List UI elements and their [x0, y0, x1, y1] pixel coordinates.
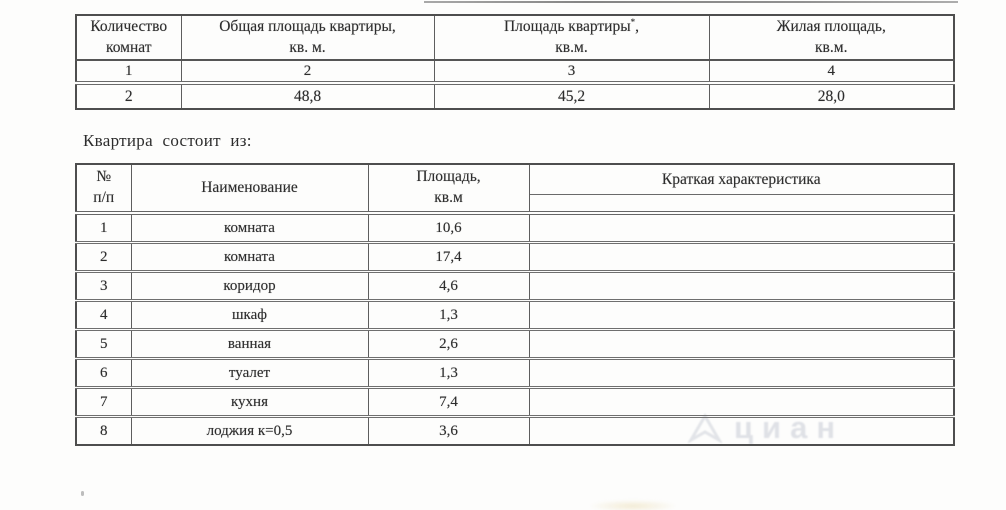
room-area-cell: 10,6	[368, 213, 529, 243]
table-row	[76, 213, 954, 243]
header-room-count-line2: комнат	[105, 38, 152, 56]
room-name-cell: комната	[131, 213, 368, 243]
row-number-cell: 7	[76, 388, 131, 417]
room-characteristic-cell	[529, 272, 954, 301]
header-row-number-line2: п/п	[93, 189, 115, 206]
room-characteristic-cell	[529, 359, 954, 388]
room-area-cell: 4,6	[368, 272, 529, 301]
room-characteristic-cell	[529, 417, 954, 446]
room-characteristic-cell	[529, 388, 954, 417]
scan-cutoff-line-artifact	[424, 1, 958, 3]
header-room-count	[76, 15, 181, 60]
row-number-cell: 3	[76, 272, 131, 301]
header-total-area-line1: Общая площадь квартиры,	[219, 17, 396, 35]
apartment-summary-table	[75, 14, 955, 110]
apartment-area-value: 45,2	[434, 83, 709, 109]
living-area-value: 28,0	[709, 83, 954, 109]
table-row	[76, 243, 954, 272]
header-apartment-area	[434, 15, 709, 60]
header-apartment-area-text: Площадь квартиры	[503, 18, 631, 36]
header-characteristic-label: Краткая характеристика	[530, 165, 954, 195]
room-characteristic-cell	[529, 243, 954, 272]
header-room-count-line1: Количество	[90, 17, 168, 35]
table-row	[76, 330, 954, 359]
total-area-value: 48,8	[181, 83, 434, 109]
table-row	[76, 417, 954, 446]
scan-smudge-artifact	[588, 500, 678, 510]
column-number-cell: 1	[76, 60, 181, 83]
row-number-cell: 8	[76, 417, 131, 446]
rooms-breakdown-table	[75, 163, 955, 446]
room-area-cell: 3,6	[368, 417, 529, 446]
scan-speck-artifact	[81, 491, 84, 496]
summary-values-row	[76, 83, 954, 109]
room-area-cell: 17,4	[368, 243, 529, 272]
rooms-header-row	[76, 164, 954, 213]
room-name-cell: лоджия к=0,5	[131, 417, 368, 446]
row-number-cell: 4	[76, 301, 131, 330]
footnote-mark: *	[630, 17, 636, 27]
header-living-area	[709, 15, 954, 60]
row-number-cell: 5	[76, 330, 131, 359]
column-number-cell: 2	[181, 60, 434, 83]
room-name-cell: комната	[131, 243, 368, 272]
room-name-cell: туалет	[131, 359, 368, 388]
room-name-cell: шкаф	[131, 301, 368, 330]
room-area-cell: 1,3	[368, 301, 529, 330]
header-living-area-line1: Жилая площадь,	[776, 17, 886, 35]
column-number-cell: 3	[434, 60, 709, 83]
header-room-area-line2: кв.м	[434, 189, 463, 206]
header-row-number	[76, 164, 131, 213]
room-area-cell: 7,4	[368, 388, 529, 417]
header-characteristic	[529, 164, 954, 213]
room-name-cell: ванная	[131, 330, 368, 359]
room-characteristic-cell	[529, 213, 954, 243]
column-number-row	[76, 60, 954, 83]
watermark-text: циан	[734, 410, 845, 445]
room-area-cell: 1,3	[368, 359, 529, 388]
table-row	[76, 272, 954, 301]
header-living-area-line2: кв.м.	[815, 38, 848, 56]
header-room-area-line1: Площадь,	[416, 168, 481, 186]
row-number-cell: 2	[76, 243, 131, 272]
room-characteristic-cell	[529, 330, 954, 359]
apartment-consists-of-label: Квартира состоит из:	[83, 131, 252, 150]
room-name-cell: кухня	[131, 388, 368, 417]
summary-header-row	[76, 15, 954, 60]
header-characteristic-subcell	[530, 195, 954, 210]
table-row	[76, 359, 954, 388]
room-count-value: 2	[76, 83, 181, 109]
header-apartment-area-line1	[435, 16, 709, 38]
header-room-area	[368, 164, 529, 213]
room-characteristic-cell	[529, 301, 954, 330]
header-apartment-area-line2: кв.м.	[555, 39, 588, 57]
header-room-name: Наименование	[131, 164, 368, 213]
table-row	[76, 301, 954, 330]
header-total-area	[181, 15, 434, 60]
table-row	[76, 388, 954, 417]
room-name-cell: коридор	[131, 272, 368, 301]
row-number-cell: 1	[76, 213, 131, 243]
column-number-cell: 4	[709, 60, 954, 83]
room-area-cell: 2,6	[368, 330, 529, 359]
row-number-cell: 6	[76, 359, 131, 388]
header-apartment-area-comma: ,	[635, 18, 639, 36]
header-row-number-line1: №	[96, 168, 112, 186]
header-total-area-line2: кв. м.	[289, 38, 326, 56]
